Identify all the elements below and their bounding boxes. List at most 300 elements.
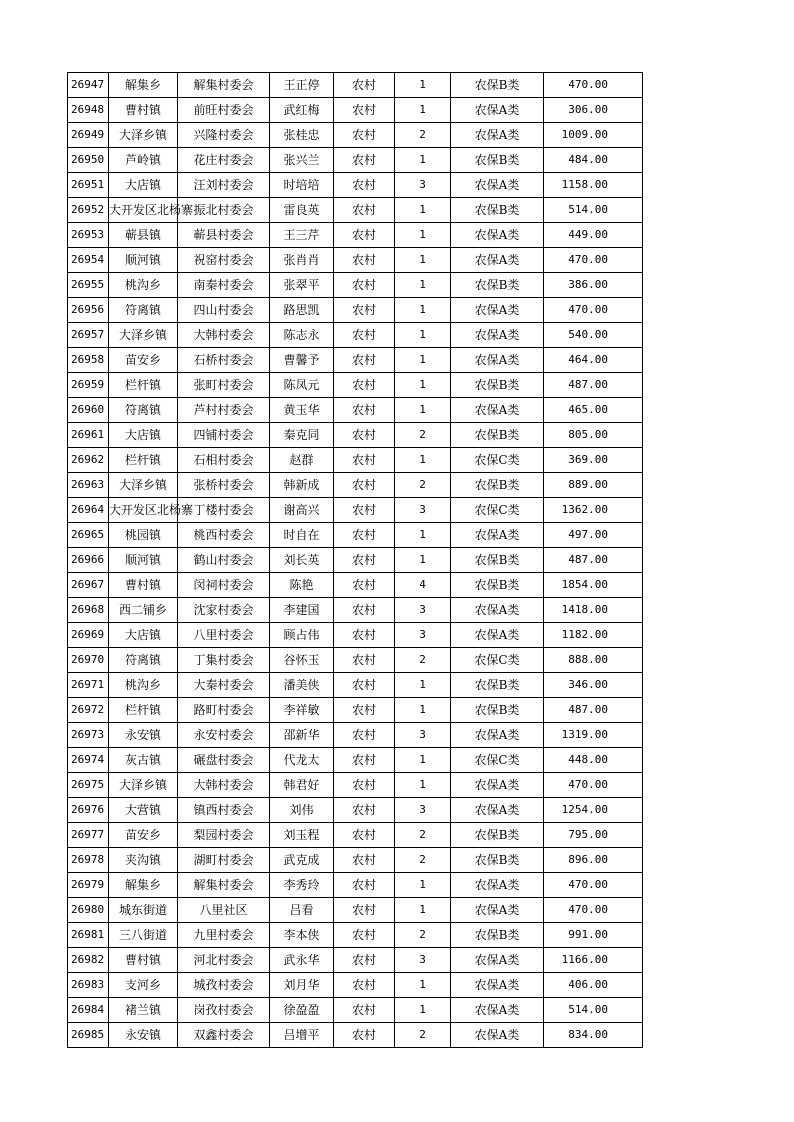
table-row — [68, 923, 643, 948]
insurance-category-cell: 农保A类 — [451, 623, 544, 648]
household-count-cell: 1 — [395, 973, 451, 998]
village-cell: 沈家村委会 — [178, 598, 270, 623]
person-name-cell: 黄玉华 — [270, 398, 334, 423]
insurance-category-cell: 农保B类 — [451, 698, 544, 723]
household-type-cell: 农村 — [334, 523, 395, 548]
person-name-cell: 陈艳 — [270, 573, 334, 598]
record-id-cell: 26977 — [68, 823, 109, 848]
household-type-cell: 农村 — [334, 648, 395, 673]
household-count-cell: 1 — [395, 98, 451, 123]
record-id-cell: 26949 — [68, 123, 109, 148]
amount-cell: 991.00 — [544, 923, 643, 948]
household-type-cell: 农村 — [334, 98, 395, 123]
town-cell: 大店镇 — [109, 623, 178, 648]
insurance-category-cell: 农保A类 — [451, 773, 544, 798]
insurance-category-cell: 农保A类 — [451, 298, 544, 323]
person-name-cell: 雷良英 — [270, 198, 334, 223]
record-id-cell: 26955 — [68, 273, 109, 298]
insurance-category-cell: 农保A类 — [451, 973, 544, 998]
person-name-cell: 韩君好 — [270, 773, 334, 798]
household-count-cell: 1 — [395, 898, 451, 923]
household-count-cell: 3 — [395, 498, 451, 523]
table-row — [68, 1023, 643, 1048]
amount-cell: 1182.00 — [544, 623, 643, 648]
table-row — [68, 173, 643, 198]
table-row — [68, 148, 643, 173]
table-row — [68, 948, 643, 973]
person-name-cell: 吕增平 — [270, 1023, 334, 1048]
household-type-cell: 农村 — [334, 123, 395, 148]
household-type-cell: 农村 — [334, 798, 395, 823]
record-id-cell: 26978 — [68, 848, 109, 873]
town-cell: 灰古镇 — [109, 748, 178, 773]
record-id-cell: 26950 — [68, 148, 109, 173]
household-count-cell: 1 — [395, 198, 451, 223]
town-cell: 栏杆镇 — [109, 448, 178, 473]
insurance-category-cell: 农保A类 — [451, 223, 544, 248]
village-cell: 路町村委会 — [178, 698, 270, 723]
town-cell: 曹村镇 — [109, 573, 178, 598]
amount-cell: 1254.00 — [544, 798, 643, 823]
household-type-cell: 农村 — [334, 723, 395, 748]
household-type-cell: 农村 — [334, 973, 395, 998]
village-cell: 兴隆村委会 — [178, 123, 270, 148]
town-cell: 大开发区北杨寨 — [109, 498, 178, 523]
household-count-cell: 3 — [395, 598, 451, 623]
household-count-cell: 2 — [395, 923, 451, 948]
insurance-category-cell: 农保C类 — [451, 748, 544, 773]
welfare-records-table — [67, 72, 643, 1048]
household-count-cell: 3 — [395, 723, 451, 748]
amount-cell: 795.00 — [544, 823, 643, 848]
village-cell: 四山村委会 — [178, 298, 270, 323]
record-id-cell: 26947 — [68, 73, 109, 98]
household-type-cell: 农村 — [334, 898, 395, 923]
record-id-cell: 26969 — [68, 623, 109, 648]
amount-cell: 346.00 — [544, 673, 643, 698]
record-id-cell: 26951 — [68, 173, 109, 198]
village-cell: 双鑫村委会 — [178, 1023, 270, 1048]
household-type-cell: 农村 — [334, 448, 395, 473]
table-row — [68, 373, 643, 398]
household-count-cell: 1 — [395, 298, 451, 323]
amount-cell: 470.00 — [544, 248, 643, 273]
village-cell: 大韩村委会 — [178, 773, 270, 798]
village-cell: 芦村村委会 — [178, 398, 270, 423]
village-cell: 汪刘村委会 — [178, 173, 270, 198]
person-name-cell: 张桂忠 — [270, 123, 334, 148]
town-cell: 大店镇 — [109, 173, 178, 198]
table-row — [68, 448, 643, 473]
village-cell: 解集村委会 — [178, 73, 270, 98]
household-count-cell: 2 — [395, 848, 451, 873]
household-type-cell: 农村 — [334, 473, 395, 498]
amount-cell: 888.00 — [544, 648, 643, 673]
household-type-cell: 农村 — [334, 998, 395, 1023]
village-cell: 大秦村委会 — [178, 673, 270, 698]
table-row — [68, 823, 643, 848]
town-cell: 芦岭镇 — [109, 148, 178, 173]
household-type-cell: 农村 — [334, 223, 395, 248]
amount-cell: 470.00 — [544, 773, 643, 798]
table-row — [68, 348, 643, 373]
insurance-category-cell: 农保A类 — [451, 398, 544, 423]
insurance-category-cell: 农保B类 — [451, 198, 544, 223]
person-name-cell: 谢高兴 — [270, 498, 334, 523]
person-name-cell: 张兴兰 — [270, 148, 334, 173]
person-name-cell: 吕看 — [270, 898, 334, 923]
amount-cell: 470.00 — [544, 873, 643, 898]
record-id-cell: 26983 — [68, 973, 109, 998]
amount-cell: 449.00 — [544, 223, 643, 248]
town-cell: 褚兰镇 — [109, 998, 178, 1023]
town-cell: 符离镇 — [109, 398, 178, 423]
household-type-cell: 农村 — [334, 198, 395, 223]
amount-cell: 487.00 — [544, 373, 643, 398]
town-cell: 桃园镇 — [109, 523, 178, 548]
household-count-cell: 1 — [395, 548, 451, 573]
person-name-cell: 韩新成 — [270, 473, 334, 498]
town-cell: 桃沟乡 — [109, 673, 178, 698]
table-row — [68, 73, 643, 98]
record-id-cell: 26985 — [68, 1023, 109, 1048]
household-count-cell: 3 — [395, 798, 451, 823]
household-count-cell: 1 — [395, 148, 451, 173]
village-cell: 九里村委会 — [178, 923, 270, 948]
village-cell: 镇西村委会 — [178, 798, 270, 823]
person-name-cell: 曹馨予 — [270, 348, 334, 373]
household-type-cell: 农村 — [334, 548, 395, 573]
record-id-cell: 26956 — [68, 298, 109, 323]
household-count-cell: 1 — [395, 673, 451, 698]
insurance-category-cell: 农保C类 — [451, 448, 544, 473]
household-count-cell: 1 — [395, 323, 451, 348]
household-count-cell: 1 — [395, 73, 451, 98]
record-id-cell: 26982 — [68, 948, 109, 973]
town-cell: 支河乡 — [109, 973, 178, 998]
household-type-cell: 农村 — [334, 373, 395, 398]
amount-cell: 834.00 — [544, 1023, 643, 1048]
record-id-cell: 26968 — [68, 598, 109, 623]
amount-cell: 1166.00 — [544, 948, 643, 973]
person-name-cell: 徐盈盈 — [270, 998, 334, 1023]
household-count-cell: 2 — [395, 1023, 451, 1048]
amount-cell: 464.00 — [544, 348, 643, 373]
record-id-cell: 26974 — [68, 748, 109, 773]
record-id-cell: 26966 — [68, 548, 109, 573]
amount-cell: 1158.00 — [544, 173, 643, 198]
insurance-category-cell: 农保B类 — [451, 923, 544, 948]
amount-cell: 487.00 — [544, 548, 643, 573]
table-row — [68, 748, 643, 773]
table-row — [68, 548, 643, 573]
insurance-category-cell: 农保A类 — [451, 523, 544, 548]
amount-cell: 540.00 — [544, 323, 643, 348]
insurance-category-cell: 农保A类 — [451, 723, 544, 748]
amount-cell: 1854.00 — [544, 573, 643, 598]
insurance-category-cell: 农保B类 — [451, 848, 544, 873]
household-count-cell: 1 — [395, 398, 451, 423]
town-cell: 大店镇 — [109, 423, 178, 448]
person-name-cell: 李本侠 — [270, 923, 334, 948]
person-name-cell: 代龙太 — [270, 748, 334, 773]
record-id-cell: 26953 — [68, 223, 109, 248]
village-cell: 永安村委会 — [178, 723, 270, 748]
household-type-cell: 农村 — [334, 148, 395, 173]
person-name-cell: 张翠平 — [270, 273, 334, 298]
household-count-cell: 1 — [395, 273, 451, 298]
town-cell: 符离镇 — [109, 298, 178, 323]
record-id-cell: 26970 — [68, 648, 109, 673]
town-cell: 城东街道 — [109, 898, 178, 923]
table-row — [68, 323, 643, 348]
record-id-cell: 26958 — [68, 348, 109, 373]
insurance-category-cell: 农保B类 — [451, 573, 544, 598]
insurance-category-cell: 农保B类 — [451, 73, 544, 98]
person-name-cell: 赵群 — [270, 448, 334, 473]
person-name-cell: 武克成 — [270, 848, 334, 873]
table-row — [68, 998, 643, 1023]
record-id-cell: 26972 — [68, 698, 109, 723]
household-type-cell: 农村 — [334, 773, 395, 798]
person-name-cell: 陈志永 — [270, 323, 334, 348]
village-cell: 丁楼村委会 — [178, 498, 270, 523]
town-cell: 夹沟镇 — [109, 848, 178, 873]
amount-cell: 306.00 — [544, 98, 643, 123]
person-name-cell: 王正停 — [270, 73, 334, 98]
household-type-cell: 农村 — [334, 348, 395, 373]
town-cell: 苗安乡 — [109, 348, 178, 373]
table-row — [68, 523, 643, 548]
town-cell: 蕲县镇 — [109, 223, 178, 248]
amount-cell: 406.00 — [544, 973, 643, 998]
household-count-cell: 3 — [395, 173, 451, 198]
record-id-cell: 26961 — [68, 423, 109, 448]
village-cell: 石相村委会 — [178, 448, 270, 473]
insurance-category-cell: 农保A类 — [451, 998, 544, 1023]
table-row — [68, 623, 643, 648]
table-row — [68, 698, 643, 723]
household-count-cell: 1 — [395, 873, 451, 898]
table-row — [68, 723, 643, 748]
record-id-cell: 26967 — [68, 573, 109, 598]
person-name-cell: 时培培 — [270, 173, 334, 198]
village-cell: 祝窑村委会 — [178, 248, 270, 273]
record-id-cell: 26971 — [68, 673, 109, 698]
insurance-category-cell: 农保B类 — [451, 823, 544, 848]
person-name-cell: 李祥敏 — [270, 698, 334, 723]
household-type-cell: 农村 — [334, 923, 395, 948]
household-count-cell: 1 — [395, 698, 451, 723]
town-cell: 解集乡 — [109, 73, 178, 98]
person-name-cell: 邵新华 — [270, 723, 334, 748]
household-type-cell: 农村 — [334, 273, 395, 298]
insurance-category-cell: 农保A类 — [451, 173, 544, 198]
household-type-cell: 农村 — [334, 1023, 395, 1048]
person-name-cell: 张肖肖 — [270, 248, 334, 273]
amount-cell: 1418.00 — [544, 598, 643, 623]
table-row — [68, 973, 643, 998]
amount-cell: 514.00 — [544, 198, 643, 223]
table-row — [68, 773, 643, 798]
town-cell: 符离镇 — [109, 648, 178, 673]
record-id-cell: 26954 — [68, 248, 109, 273]
person-name-cell: 王三芹 — [270, 223, 334, 248]
record-id-cell: 26981 — [68, 923, 109, 948]
village-cell: 丁集村委会 — [178, 648, 270, 673]
village-cell: 桃西村委会 — [178, 523, 270, 548]
table-row — [68, 873, 643, 898]
town-cell: 顺河镇 — [109, 248, 178, 273]
village-cell: 河北村委会 — [178, 948, 270, 973]
amount-cell: 470.00 — [544, 73, 643, 98]
town-cell: 大泽乡镇 — [109, 473, 178, 498]
household-type-cell: 农村 — [334, 298, 395, 323]
insurance-category-cell: 农保B类 — [451, 373, 544, 398]
village-cell: 城孜村委会 — [178, 973, 270, 998]
household-count-cell: 1 — [395, 373, 451, 398]
person-name-cell: 潘美侠 — [270, 673, 334, 698]
table-row — [68, 798, 643, 823]
household-count-cell: 2 — [395, 473, 451, 498]
household-count-cell: 2 — [395, 648, 451, 673]
amount-cell: 448.00 — [544, 748, 643, 773]
table-row — [68, 98, 643, 123]
table-row — [68, 123, 643, 148]
insurance-category-cell: 农保B类 — [451, 423, 544, 448]
insurance-category-cell: 农保C类 — [451, 498, 544, 523]
amount-cell: 470.00 — [544, 898, 643, 923]
record-id-cell: 26952 — [68, 198, 109, 223]
village-cell: 鹤山村委会 — [178, 548, 270, 573]
insurance-category-cell: 农保B类 — [451, 673, 544, 698]
town-cell: 栏杆镇 — [109, 698, 178, 723]
town-cell: 曹村镇 — [109, 948, 178, 973]
town-cell: 解集乡 — [109, 873, 178, 898]
table-row — [68, 198, 643, 223]
amount-cell: 386.00 — [544, 273, 643, 298]
record-id-cell: 26976 — [68, 798, 109, 823]
village-cell: 碾盘村委会 — [178, 748, 270, 773]
table-row — [68, 248, 643, 273]
person-name-cell: 武永华 — [270, 948, 334, 973]
household-count-cell: 1 — [395, 248, 451, 273]
record-id-cell: 26980 — [68, 898, 109, 923]
town-cell: 大营镇 — [109, 798, 178, 823]
record-id-cell: 26964 — [68, 498, 109, 523]
table-row — [68, 598, 643, 623]
town-cell: 永安镇 — [109, 723, 178, 748]
person-name-cell: 刘伟 — [270, 798, 334, 823]
table-row — [68, 673, 643, 698]
table-row — [68, 848, 643, 873]
record-id-cell: 26948 — [68, 98, 109, 123]
record-id-cell: 26962 — [68, 448, 109, 473]
household-type-cell: 农村 — [334, 748, 395, 773]
town-cell: 大开发区北杨寨 — [109, 198, 178, 223]
household-type-cell: 农村 — [334, 598, 395, 623]
insurance-category-cell: 农保A类 — [451, 598, 544, 623]
village-cell: 张桥村委会 — [178, 473, 270, 498]
amount-cell: 497.00 — [544, 523, 643, 548]
amount-cell: 514.00 — [544, 998, 643, 1023]
village-cell: 八里社区 — [178, 898, 270, 923]
person-name-cell: 谷怀玉 — [270, 648, 334, 673]
town-cell: 曹村镇 — [109, 98, 178, 123]
insurance-category-cell: 农保A类 — [451, 798, 544, 823]
person-name-cell: 路思凯 — [270, 298, 334, 323]
insurance-category-cell: 农保A类 — [451, 873, 544, 898]
table-row — [68, 498, 643, 523]
person-name-cell: 李秀玲 — [270, 873, 334, 898]
table-row — [68, 473, 643, 498]
amount-cell: 484.00 — [544, 148, 643, 173]
person-name-cell: 顾占伟 — [270, 623, 334, 648]
insurance-category-cell: 农保A类 — [451, 248, 544, 273]
household-count-cell: 1 — [395, 348, 451, 373]
insurance-category-cell: 农保A类 — [451, 348, 544, 373]
household-type-cell: 农村 — [334, 73, 395, 98]
household-type-cell: 农村 — [334, 848, 395, 873]
amount-cell: 1009.00 — [544, 123, 643, 148]
insurance-category-cell: 农保A类 — [451, 323, 544, 348]
household-type-cell: 农村 — [334, 398, 395, 423]
record-id-cell: 26957 — [68, 323, 109, 348]
table-row — [68, 573, 643, 598]
insurance-category-cell: 农保A类 — [451, 98, 544, 123]
household-type-cell: 农村 — [334, 823, 395, 848]
town-cell: 西二铺乡 — [109, 598, 178, 623]
village-cell: 八里村委会 — [178, 623, 270, 648]
record-id-cell: 26960 — [68, 398, 109, 423]
village-cell: 大韩村委会 — [178, 323, 270, 348]
person-name-cell: 时自在 — [270, 523, 334, 548]
village-cell: 振北村委会 — [178, 198, 270, 223]
household-type-cell: 农村 — [334, 323, 395, 348]
household-type-cell: 农村 — [334, 948, 395, 973]
village-cell: 岗孜村委会 — [178, 998, 270, 1023]
amount-cell: 1362.00 — [544, 498, 643, 523]
amount-cell: 369.00 — [544, 448, 643, 473]
insurance-category-cell: 农保A类 — [451, 898, 544, 923]
insurance-category-cell: 农保B类 — [451, 548, 544, 573]
record-id-cell: 26973 — [68, 723, 109, 748]
household-type-cell: 农村 — [334, 573, 395, 598]
amount-cell: 465.00 — [544, 398, 643, 423]
town-cell: 苗安乡 — [109, 823, 178, 848]
household-type-cell: 农村 — [334, 173, 395, 198]
table-body — [68, 73, 643, 1048]
household-count-cell: 1 — [395, 773, 451, 798]
amount-cell: 487.00 — [544, 698, 643, 723]
table-row — [68, 298, 643, 323]
household-count-cell: 1 — [395, 998, 451, 1023]
insurance-category-cell: 农保A类 — [451, 948, 544, 973]
household-type-cell: 农村 — [334, 698, 395, 723]
town-cell: 桃沟乡 — [109, 273, 178, 298]
town-cell: 大泽乡镇 — [109, 123, 178, 148]
household-count-cell: 1 — [395, 748, 451, 773]
village-cell: 花庄村委会 — [178, 148, 270, 173]
insurance-category-cell: 农保B类 — [451, 273, 544, 298]
household-count-cell: 3 — [395, 623, 451, 648]
village-cell: 四铺村委会 — [178, 423, 270, 448]
table-row — [68, 223, 643, 248]
household-count-cell: 1 — [395, 223, 451, 248]
person-name-cell: 刘长英 — [270, 548, 334, 573]
record-id-cell: 26959 — [68, 373, 109, 398]
household-count-cell: 2 — [395, 423, 451, 448]
